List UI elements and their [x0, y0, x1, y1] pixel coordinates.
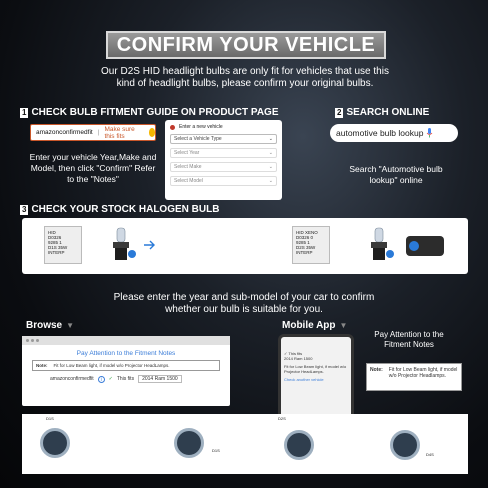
confirm-note-line-1: Please enter the year and sub-model of your car to confirm: [113, 292, 375, 303]
form-title: Enter a new vehicle: [179, 124, 223, 130]
search-input[interactable]: [330, 124, 458, 142]
browse-vehicle[interactable]: 2014 Ram 1500: [138, 375, 182, 383]
confirm-note: [110, 292, 378, 316]
bulb-label-d2s: HID XENO D0326 0 9285 1 D2S 35W INTERP: [292, 226, 330, 264]
bulb-socket-image: [400, 226, 450, 264]
chevron-down-icon: ⌄: [268, 150, 273, 156]
step1-heading: [20, 107, 279, 118]
bulb-comparison-panel: [22, 218, 468, 274]
mobile-section-label: [282, 320, 347, 331]
select-year[interactable]: [170, 148, 277, 158]
window-dot-icon: [26, 339, 29, 342]
step2-caption-line-2: lookup" online: [369, 175, 423, 185]
browser-toolbar: [22, 336, 230, 345]
mobile-note-box: [366, 363, 462, 391]
connector-panel: [22, 414, 468, 474]
step3-heading-text: CHECK YOUR STOCK HALOGEN BULB: [31, 204, 220, 215]
connector-tag: D2S: [278, 416, 286, 421]
select-make-label: Select Make: [174, 164, 202, 170]
title-banner: [106, 31, 386, 59]
step1-number: 1: [22, 107, 27, 117]
browse-label: Browse: [26, 320, 63, 331]
browse-fit-row: [50, 375, 230, 383]
browse-note-key: Note:: [36, 363, 48, 368]
step1-instruction-line-2: Model, then click "Confirm" Refer: [30, 163, 156, 173]
step2-caption-line-1: Search "Automotive bulb: [349, 164, 443, 174]
mobile-note-text: Fit for Low Beam light, if model w/o Projector Headlamps.: [388, 367, 458, 379]
form-header: [170, 124, 277, 130]
radio-icon[interactable]: [170, 125, 175, 130]
search-text: automotive bulb lookup: [336, 128, 424, 138]
connector-tag: D1S: [46, 416, 54, 421]
connector-socket-image: [40, 428, 70, 458]
step1-instruction: [28, 152, 158, 185]
browse-amazon-logo: amazonconfirmedfit: [50, 376, 94, 382]
page-title: CONFIRM YOUR VEHICLE: [116, 33, 376, 56]
select-model[interactable]: [170, 176, 277, 186]
browse-section-label: [26, 320, 74, 331]
select-vehicle-type[interactable]: [170, 134, 277, 144]
d1s-bulb-image: [104, 226, 138, 264]
browser-mockup: [22, 336, 230, 406]
mobile-attention-line-2: Fitment Notes: [384, 340, 434, 349]
chevron-down-icon: ⌄: [268, 178, 273, 184]
mobile-note-key: Note:: [370, 367, 383, 373]
phone-fits-text: This fits: [288, 351, 303, 356]
microphone-icon[interactable]: [426, 128, 433, 138]
mobile-attention: [364, 330, 454, 350]
window-dot-icon: [31, 339, 34, 342]
amazon-logo: amazonconfirmedfit: [36, 129, 93, 136]
triangle-down-icon: ▼: [66, 321, 75, 330]
subtitle-line-2: kind of headlight bulbs, please confirm your original bulbs.: [116, 78, 374, 89]
step2-heading: [335, 107, 429, 118]
vehicle-form: [165, 120, 282, 200]
connector-tag: D1S: [212, 448, 220, 453]
browse-note-text: Fit for Low Beam light, if model w/o Projector HeadLamps.: [53, 363, 170, 368]
step3-number: 3: [22, 204, 27, 214]
subtitle: [90, 66, 400, 90]
triangle-down-icon: ▼: [339, 321, 348, 330]
check-icon: ✓: [108, 376, 113, 382]
bulb-label-d1s: HID D0326 9285 1 D1S 35W INTERP: [44, 226, 82, 264]
amazon-confirmed-fit-button[interactable]: [30, 124, 156, 141]
step3-heading: [20, 204, 219, 215]
subtitle-line-1: Our D2S HID headlight bulbs are only fit for vehicles that use this: [101, 66, 389, 77]
chevron-down-icon: ⌄: [268, 164, 273, 170]
phone-note: Fit for Low Beam light, if model w/o Projector HeadLamps.: [284, 364, 347, 374]
select-vehicle-type-label: Select a Vehicle Type: [174, 136, 222, 142]
browse-attention: Pay Attention to the Fitment Notes: [76, 350, 176, 357]
phone-fits: ✓ This fits: [284, 351, 303, 356]
step2-number: 2: [337, 107, 342, 117]
connector-socket-image: [284, 430, 314, 460]
window-dot-icon: [36, 339, 39, 342]
amazon-separator: |: [97, 129, 100, 136]
step2-caption: [338, 164, 454, 186]
step1-instruction-line-1: Enter your vehicle Year,Make and: [29, 152, 157, 162]
select-make[interactable]: [170, 162, 277, 172]
d2s-bulb-image: [362, 226, 396, 264]
arrow-icon: [142, 226, 156, 264]
connector-tag: D4S: [426, 452, 434, 457]
mobile-label: Mobile App: [282, 320, 336, 331]
connector-socket-image: [174, 428, 204, 458]
confirm-note-line-2: whether our bulb is suitable for you.: [165, 304, 323, 315]
step1-instruction-line-3: to the "Notes": [67, 174, 119, 184]
browse-fits-text: This fits: [116, 376, 135, 382]
chevron-down-icon: ⌄: [268, 136, 273, 142]
mobile-attention-line-1: Pay Attention to the: [374, 330, 444, 339]
select-model-label: Select Model: [174, 178, 203, 184]
info-icon[interactable]: i: [98, 376, 105, 383]
make-sure-fits-link[interactable]: Make sure this fits: [104, 125, 135, 140]
phone-mockup: [278, 334, 354, 414]
select-year-label: Select Year: [174, 150, 200, 156]
connector-socket-image: [390, 430, 420, 460]
pointer-hand-icon: [149, 128, 155, 137]
step2-heading-text: SEARCH ONLINE: [346, 107, 430, 118]
phone-link[interactable]: Check another vehicle: [284, 377, 324, 382]
phone-vehicle: 2014 Ram 1500: [284, 356, 313, 361]
browse-note-box: [32, 360, 220, 371]
step1-heading-text: CHECK BULB FITMENT GUIDE ON PRODUCT PAGE: [31, 107, 279, 118]
